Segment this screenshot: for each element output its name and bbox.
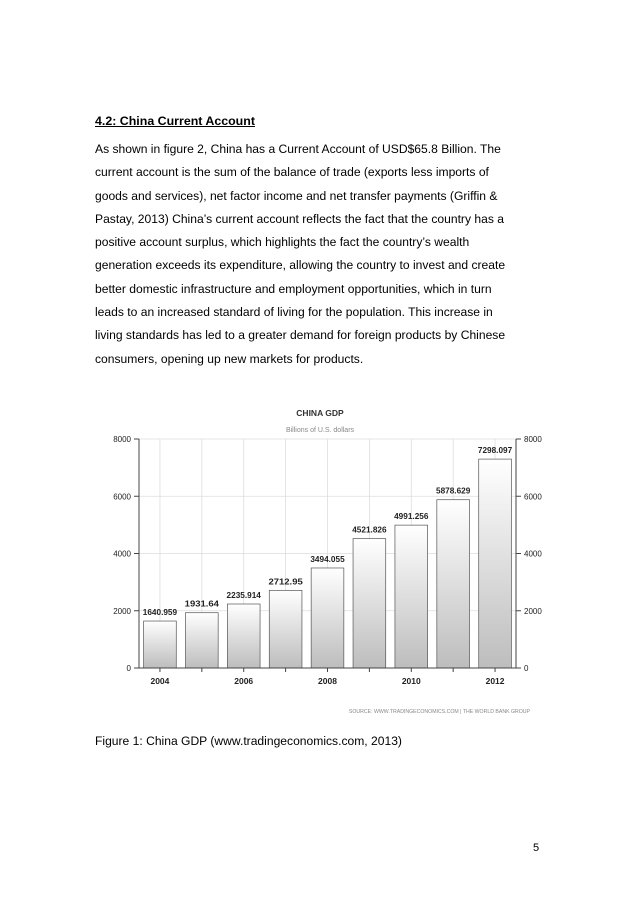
chart-subtitle: Billions of U.S. dollars (285, 427, 355, 434)
bar (144, 621, 177, 668)
paragraph-line: generation exceeds its expenditure, allowing the country to invest and create (95, 258, 506, 273)
bar-value-label: 4521.826 (352, 525, 387, 535)
bar (479, 459, 512, 668)
bar (269, 590, 302, 668)
chart-source: SOURCE: WWW.TRADINGECONOMICS.COM | THE WORLD BANK GROUP (348, 709, 530, 715)
y-tick-label-left: 4000 (113, 549, 131, 559)
x-tick-label: 2006 (234, 676, 254, 686)
paragraph-line: As shown in figure 2, China has a Current Account of USD$65.8 Billion. The (95, 142, 501, 156)
x-tick-label: 2010 (401, 676, 421, 686)
section-heading: 4.2: China Current Account (95, 114, 255, 128)
x-tick-label: 2012 (485, 676, 505, 686)
x-tick-label: 2004 (150, 676, 170, 686)
bar (185, 613, 218, 668)
bar-value-label: 2712.95 (268, 577, 304, 587)
y-tick-label-left: 0 (126, 664, 131, 673)
y-tick-label-right: 2000 (524, 606, 542, 616)
bar (311, 568, 344, 668)
gdp-chart-svg (90, 400, 550, 720)
paragraph-line: better domestic infrastructure and employment opportunities, which in turn (95, 281, 492, 296)
y-tick-label-right: 6000 (524, 492, 542, 502)
gdp-chart (90, 400, 550, 720)
bar (353, 539, 386, 668)
bar-value-label: 7298.097 (477, 446, 513, 456)
paragraph-line: positive account surplus, which highlights the fact the country’s wealth (95, 235, 470, 250)
paragraph-line: leads to an increased standard of living for the population. This increase in (95, 305, 493, 320)
figure-caption: Figure 1: China GDP (www.tradingeconomics.com, 2013) (95, 734, 402, 748)
paragraph-line: living standards has led to a greater demand for foreign products by Chinese (95, 328, 506, 343)
paragraph-line: Pastay, 2013) China’s current account reflects the fact that the country has a (95, 211, 504, 226)
page-number: 5 (533, 842, 540, 854)
y-tick-label-right: 8000 (524, 435, 542, 444)
bar-value-label: 3494.055 (310, 554, 346, 564)
y-tick-label-right: 0 (524, 664, 529, 673)
bar-value-label: 1640.959 (142, 608, 178, 618)
bar (227, 604, 260, 668)
bar-value-label: 1931.64 (184, 599, 220, 609)
bar-value-label: 2235.914 (226, 590, 262, 600)
y-tick-label-left: 6000 (113, 492, 131, 502)
chart-title: CHINA GDP (296, 408, 344, 418)
y-tick-label-right: 4000 (524, 549, 542, 559)
bar (395, 525, 428, 668)
paragraph-line: current account is the sum of the balance of trade (exports less imports of (95, 165, 489, 180)
y-tick-label-left: 8000 (113, 435, 131, 444)
bar-value-label: 5878.629 (436, 486, 471, 496)
paragraph-line: consumers, opening up new markets for products. (95, 351, 364, 366)
body-paragraph (95, 138, 545, 371)
bar (437, 500, 470, 668)
y-tick-label-left: 2000 (113, 606, 131, 616)
x-tick-label: 2008 (318, 676, 337, 686)
paragraph-line: goods and services), net factor income and net transfer payments (Griffin & (95, 188, 498, 203)
bar-value-label: 4991.256 (394, 512, 429, 522)
